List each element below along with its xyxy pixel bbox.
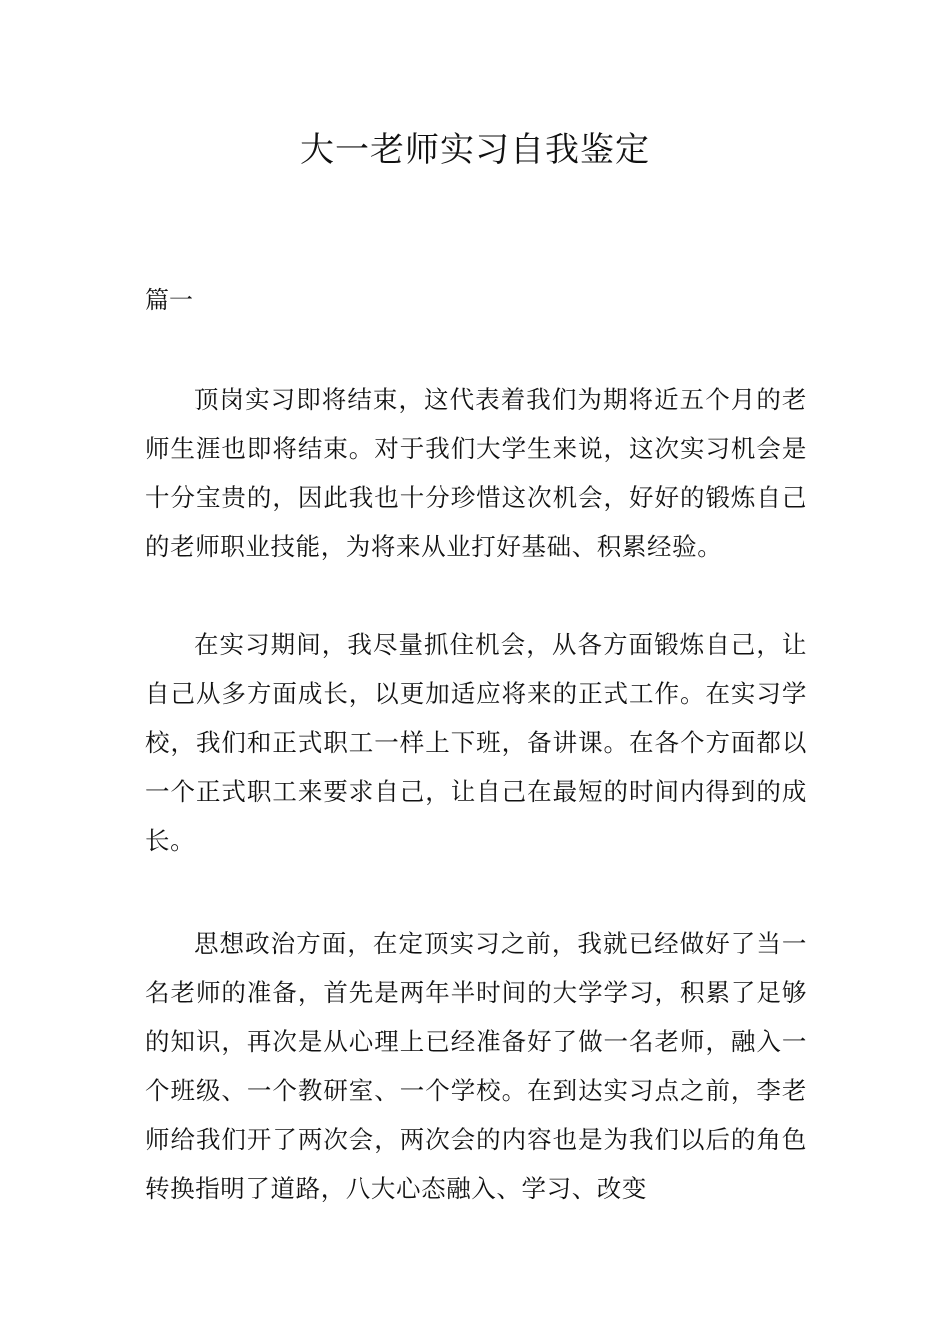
paragraph-1: 顶岗实习即将结束，这代表着我们为期将近五个月的老师生涯也即将结束。对于我们大学生来说，这次实习机会是十分宝贵的，因此我也十分珍惜这次机会，好好的锻炼自己的老师职业技能，为将来从业打好基础、积累经验。 [145,385,807,561]
paragraph-3: 思想政治方面，在定顶实习之前，我就已经做好了当一名老师的准备，首先是两年半时间的大学学习，积累了足够的知识，再次是从心理上已经准备好了做一名老师，融入一个班级、一个教研室、一个学校。在到达实习点之前，李老师给我们开了两次会，两次会的内容也是为我们以后的角色转换指明了道路，八大心态融入、学习、改变 [145,929,807,1203]
section-label: 篇一 [145,286,193,314]
document-title: 大一老师实习自我鉴定 [300,130,650,170]
paragraph-2: 在实习期间，我尽量抓住机会，从各方面锻炼自己，让自己从多方面成长，以更加适应将来的正式工作。在实习学校，我们和正式职工一样上下班，备讲课。在各个方面都以一个正式职工来要求自己，让自己在最短的时间内得到的成长。 [145,630,807,855]
